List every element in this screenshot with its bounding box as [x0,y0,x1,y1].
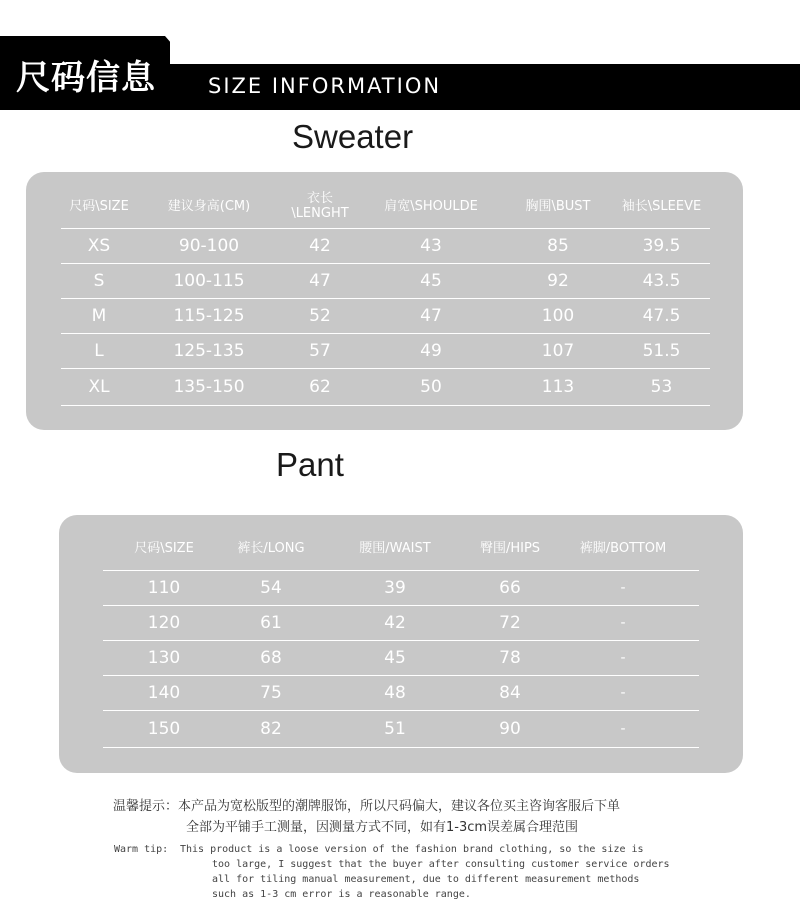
table-cell: 62 [281,369,359,406]
table-row [103,711,699,748]
column-header: 衣长\LENGHT [291,191,349,221]
header-title-cn: 尺码信息 [16,58,156,98]
table-cell: 61 [225,606,317,641]
table-cell: 47 [281,264,359,299]
table-cell: 110 [103,571,225,606]
table-cell: 47 [359,299,503,334]
table-cell: 130 [103,641,225,676]
table-cell: 84 [473,676,547,711]
table-cell: L [61,334,137,369]
warm-tip-en-line-2: too large, I suggest that the buyer after consulting customer service orders [212,859,670,870]
table-cell: 100 [503,299,613,334]
table-cell: 51 [317,711,473,748]
table-cell: - [547,606,699,641]
table-cell: 78 [473,641,547,676]
table-row [61,334,710,369]
table-cell: 50 [359,369,503,406]
table-cell: 150 [103,711,225,748]
table-cell: S [61,264,137,299]
table-cell: 43 [359,229,503,264]
pant-title: Pant [276,446,344,483]
column-header: 裤脚/BOTTOM [579,540,667,556]
table-cell: XS [61,229,137,264]
table-header-row [61,180,710,229]
table-row [103,641,699,676]
table-cell: M [61,299,137,334]
table-row [103,676,699,711]
table-cell: 82 [225,711,317,748]
warm-tip-en-line-3: all for tiling manual measurement, due to different measurement methods [212,874,640,885]
table-cell: 75 [225,676,317,711]
table-row [61,369,710,406]
table-cell: 45 [317,641,473,676]
table-cell: 107 [503,334,613,369]
table-cell: 47.5 [613,299,710,334]
table-row [61,264,710,299]
table-cell: 140 [103,676,225,711]
table-cell: 113 [503,369,613,406]
table-cell: 57 [281,334,359,369]
table-row [103,571,699,606]
table-cell: 48 [317,676,473,711]
table-cell: 120 [103,606,225,641]
table-cell: 45 [359,264,503,299]
table-cell: 85 [503,229,613,264]
table-row [61,299,710,334]
table-cell: 42 [317,606,473,641]
warm-tip-cn-line-1: 温馨提示：本产品为宽松版型的潮牌服饰，所以尺码偏大，建议各位买主咨询客服后下单 [113,799,621,814]
table-cell: XL [61,369,137,406]
table-cell: 125-135 [137,334,281,369]
table-cell: 68 [225,641,317,676]
table-cell: 53 [613,369,710,406]
table-row [61,229,710,264]
table-cell: - [547,711,699,748]
pant-size-table [103,522,699,748]
table-cell: 72 [473,606,547,641]
column-header: 臀围/HIPS [479,540,541,556]
table-cell: - [547,676,699,711]
warm-tip-en-label: Warm tip: [114,844,169,855]
table-cell: 90-100 [137,229,281,264]
table-cell: 135-150 [137,369,281,406]
table-row [103,606,699,641]
column-header: 尺码\SIZE [134,540,194,556]
column-header: 建议身高(CM) [167,198,251,214]
column-header: 腰围/WAIST [359,540,431,556]
table-cell: 42 [281,229,359,264]
sweater-title: Sweater [292,118,414,155]
column-header: 肩宽\SHOULDE [384,198,478,214]
warm-tip-cn-line-2: 全部为平铺手工测量，因测量方式不同，如有1-3cm误差属合理范围 [186,820,579,835]
table-cell: 100-115 [137,264,281,299]
table-cell: 66 [473,571,547,606]
column-header: 裤长/LONG [237,540,305,556]
column-header: 尺码\SIZE [69,198,129,214]
sweater-size-table [61,180,710,406]
table-cell: 90 [473,711,547,748]
table-cell: 49 [359,334,503,369]
header-title-en: SIZE INFORMATION [208,74,442,98]
table-cell: 43.5 [613,264,710,299]
table-cell: 39.5 [613,229,710,264]
table-cell: 115-125 [137,299,281,334]
column-header: 袖长\SLEEVE [621,198,702,214]
table-header-row [103,522,699,571]
table-cell: 39 [317,571,473,606]
table-cell: - [547,571,699,606]
warm-tip-en-line-1: This product is a loose version of the fashion brand clothing, so the size is [180,844,644,855]
table-cell: - [547,641,699,676]
table-cell: 52 [281,299,359,334]
table-cell: 54 [225,571,317,606]
table-cell: 92 [503,264,613,299]
table-cell: 51.5 [613,334,710,369]
column-header: 胸围\BUST [525,198,591,214]
warm-tip-en-line-4: such as 1-3 cm error is a reasonable range. [212,889,471,900]
